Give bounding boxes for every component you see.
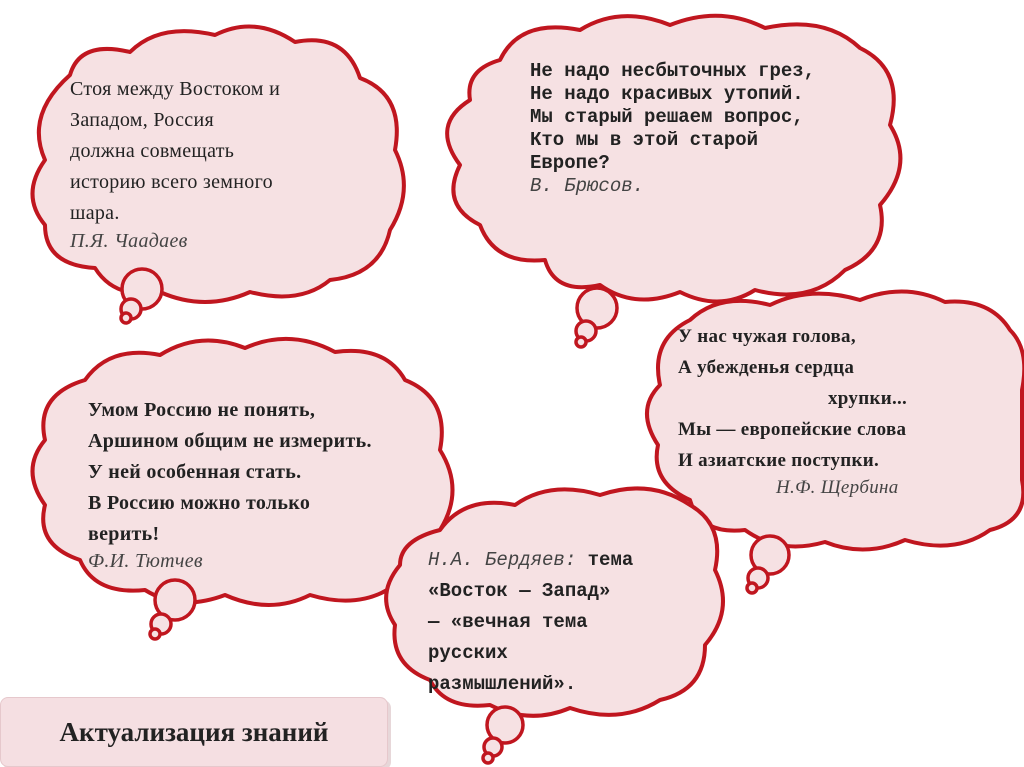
quote-author: Н.Ф. Щербина xyxy=(776,477,899,498)
bubble-tail-chaadaev-3 xyxy=(121,313,131,323)
quote-line: Стоя между Востоком и xyxy=(70,78,281,100)
quote-line: Не надо красивых утопий. xyxy=(530,83,804,105)
quote-line: хрупки... xyxy=(828,388,908,409)
quote-bryusov xyxy=(530,60,815,198)
quote-author: В. Брюсов. xyxy=(530,175,645,197)
quote-line: У нас чужая голова, xyxy=(678,326,856,347)
bubble-tail-tyutchev-3 xyxy=(150,629,160,639)
quote-line: А убежденья сердца xyxy=(678,357,855,378)
bubble-tail-shcherbina-3 xyxy=(747,583,757,593)
quote-line-rest: тема xyxy=(576,549,634,571)
quote-line: Аршином общим не измерить. xyxy=(88,430,372,452)
quote-line: Кто мы в этой старой xyxy=(530,129,759,151)
quote-berdyaev xyxy=(428,545,633,700)
quote-author: П.Я. Чаадаев xyxy=(70,230,188,252)
quote-line: должна совмещать xyxy=(70,140,235,162)
quote-line: Умом Россию не понять, xyxy=(88,399,316,421)
quote-line: Мы — европейские слова xyxy=(678,419,907,440)
quote-chaadaev xyxy=(70,74,280,253)
quote-line: Мы старый решаем вопрос, xyxy=(530,106,804,128)
quote-line: В Россию можно только xyxy=(88,492,311,514)
slide-caption: Актуализация знаний xyxy=(0,697,388,767)
quote-line: русских xyxy=(428,642,508,664)
quote-line: верить! xyxy=(88,523,160,545)
quote-author: Ф.И. Тютчев xyxy=(88,550,203,572)
quote-line xyxy=(428,545,633,576)
quote-line: шара. xyxy=(70,202,120,224)
quote-author: Н.А. Бердяев: xyxy=(428,549,577,571)
quote-line: историю всего земного xyxy=(70,171,273,193)
bubble-tail-bryusov-3 xyxy=(576,337,586,347)
quote-tyutchev xyxy=(88,395,372,572)
quote-line: — «вечная тема xyxy=(428,611,588,633)
quote-line: «Восток — Запад» xyxy=(428,580,611,602)
quote-line: Европе? xyxy=(530,152,610,174)
bubble-tail-berdyaev-3 xyxy=(483,753,493,763)
quote-line: Западом, Россия xyxy=(70,109,214,131)
quote-shcherbina xyxy=(678,321,907,500)
quote-line: Не надо несбыточных грез, xyxy=(530,60,816,82)
quote-line: У ней особенная стать. xyxy=(88,461,302,483)
quote-line: размышлений». xyxy=(428,673,577,695)
quote-line: И азиатские поступки. xyxy=(678,450,880,471)
